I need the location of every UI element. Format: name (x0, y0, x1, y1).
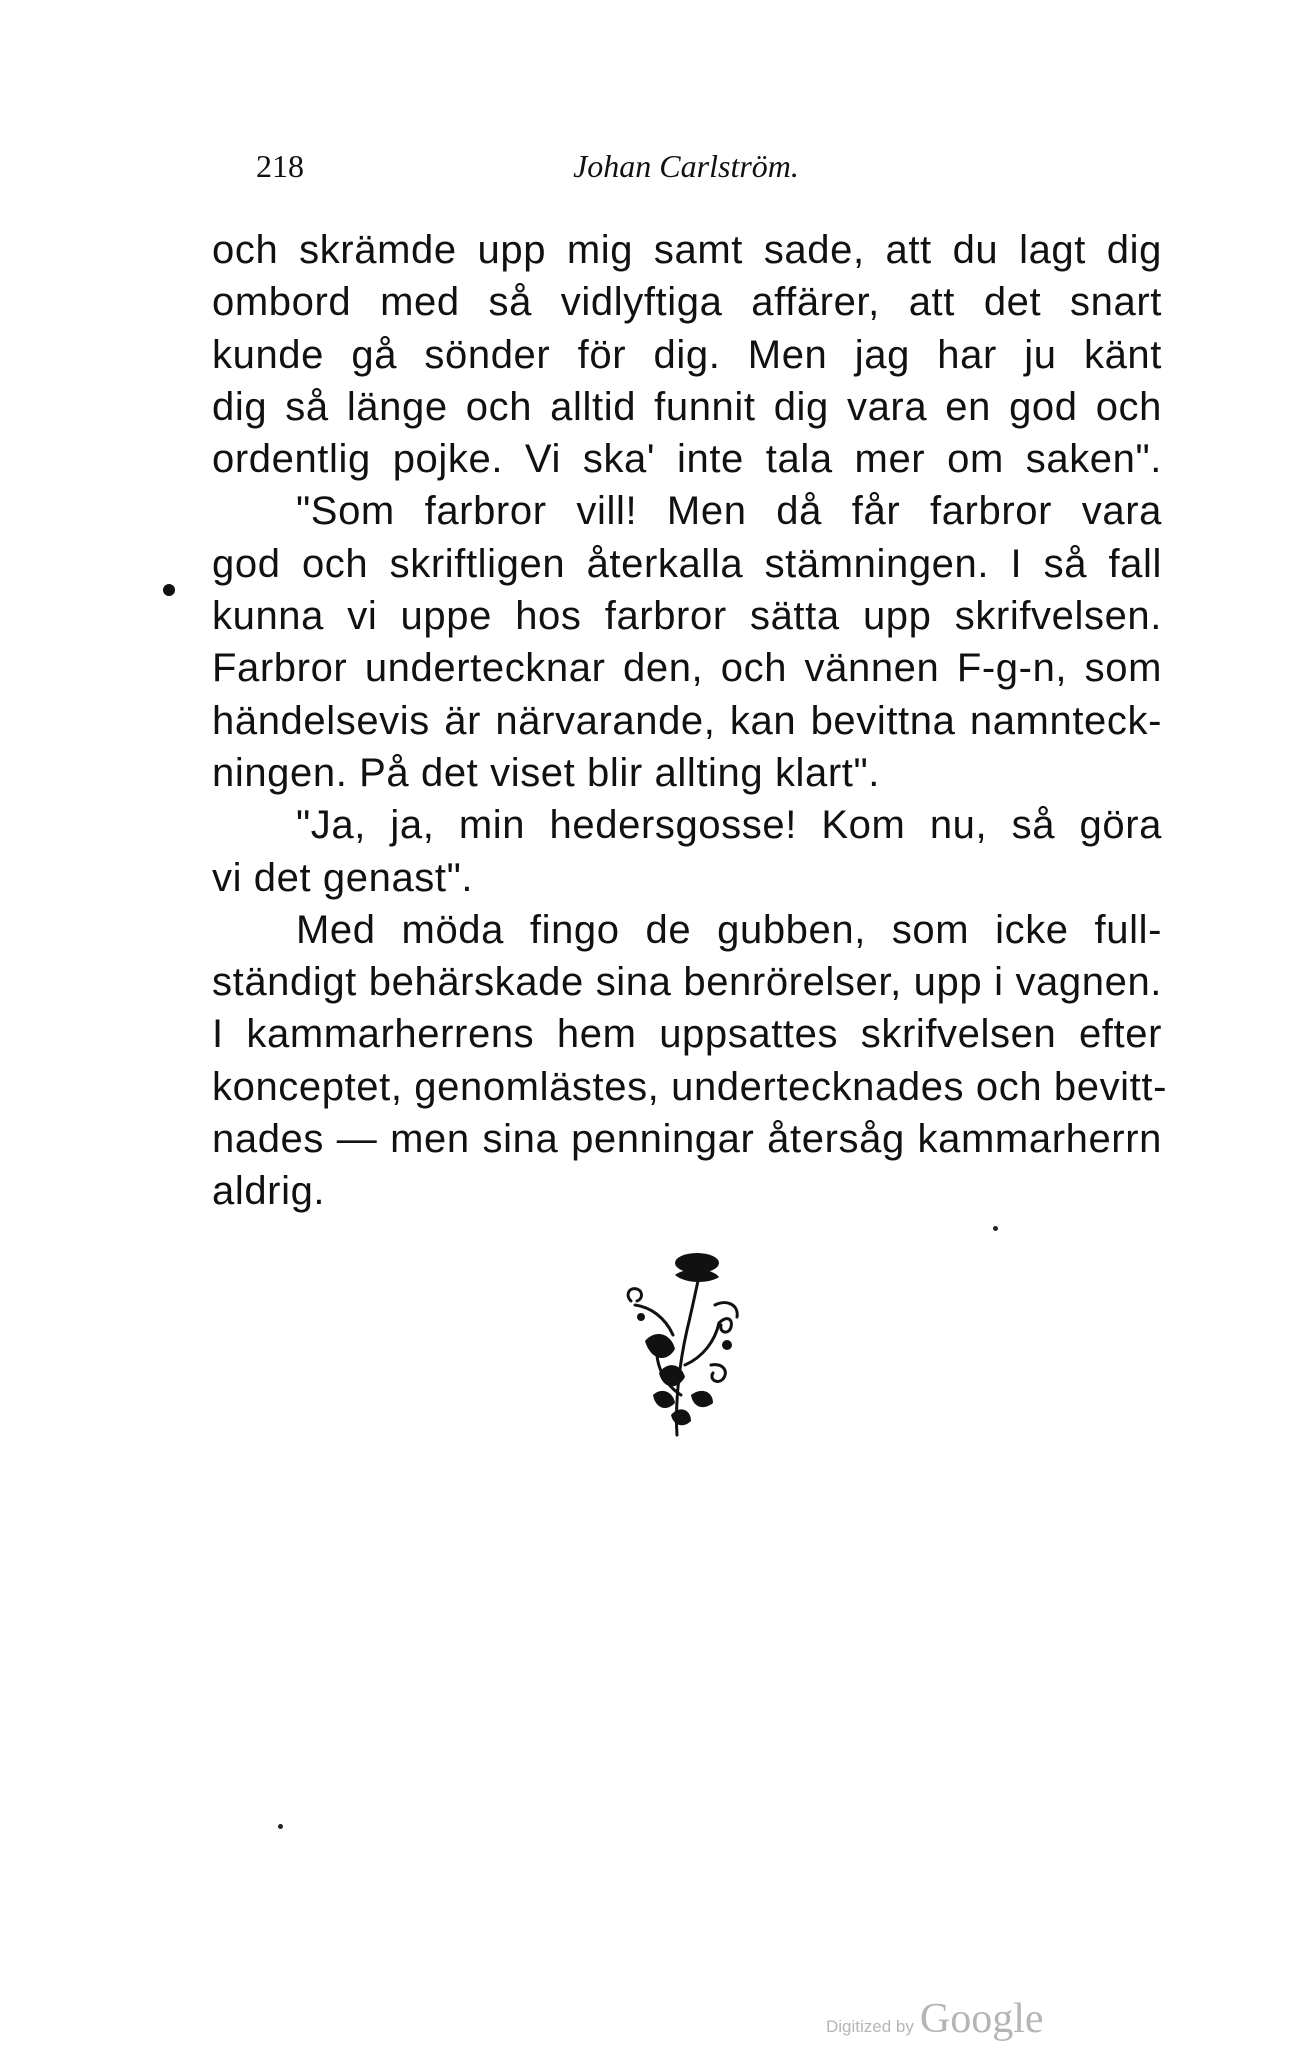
text-line: ordentlig pojke. Vi ska' inte tala mer om saken". (212, 437, 1162, 482)
text-line: ständigt behärskade sina benrörelser, upp i vagnen. (212, 960, 1162, 1005)
text-line: Med möda fingo de gubben, som icke full- (296, 907, 1162, 952)
text-line: kunna vi uppe hos farbror sätta upp skrifvelsen. (212, 594, 1162, 639)
text-line: ombord med så vidlyftiga affärer, att det snart (212, 280, 1162, 325)
running-title: Johan Carlström. (573, 148, 799, 184)
page-number: 218 (256, 148, 304, 184)
text-line: vi det genast". (212, 855, 474, 900)
text-line: dig så länge och alltid funnit dig vara en god och (212, 384, 1162, 429)
digitized-brand: Google (919, 1996, 1044, 2042)
text-line: aldrig. (212, 1169, 326, 1214)
text-line: händelsevis är närvarande, kan bevittna namnteck- (212, 698, 1162, 743)
floral-ornament-icon (615, 1245, 745, 1440)
text-line: god och skriftligen återkalla stämningen. I så fall (212, 541, 1162, 586)
speck (993, 1226, 998, 1231)
text-line: I kammarherrens hem uppsattes skrifvelsen efter (212, 1012, 1162, 1057)
text-line: ningen. På det viset blir allting klart". (212, 750, 881, 795)
margin-dot (163, 584, 175, 596)
speck (278, 1824, 283, 1829)
text-line: och skrämde upp mig samt sade, att du lagt dig (212, 228, 1162, 272)
digitized-prefix: Digitized by (826, 2017, 914, 2036)
text-line: kunde gå sönder för dig. Men jag har ju känt (212, 332, 1162, 377)
text-line: "Ja, ja, min hedersgosse! Kom nu, så göra (296, 803, 1162, 848)
text-line: Farbror undertecknar den, och vännen F-g-n, som (212, 646, 1162, 691)
digitized-by-google-watermark (826, 1995, 1044, 2042)
text-line: nades — men sina penningar återsåg kammarherrn (212, 1117, 1162, 1162)
text-line: konceptet, genomlästes, undertecknades och bevitt- (212, 1064, 1167, 1109)
running-head (216, 148, 1156, 192)
body-text (212, 224, 1167, 1218)
text-line: "Som farbror vill! Men då får farbror vara (296, 489, 1162, 534)
